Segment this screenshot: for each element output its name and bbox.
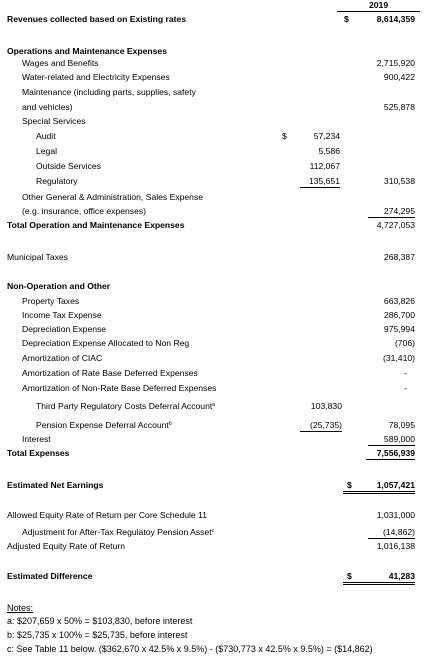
om-subtotal-rule <box>368 217 415 218</box>
adjusted-equity-label: Adjusted Equity Rate of Return <box>7 541 125 551</box>
maintenance-label-line1: Maintenance (including parts, supplies, safety <box>22 87 196 97</box>
depreciation-allocated-value: (706) <box>394 338 415 348</box>
rate-base-label: Amortization of Rate Base Deferred Expenses <box>22 368 198 378</box>
om-total-label: Total Operation and Maintenance Expenses <box>7 220 185 230</box>
depreciation-allocated-label: Depreciation Expense Allocated to Non Reg <box>22 338 190 348</box>
outside-services-label: Outside Services <box>36 161 101 171</box>
non-rate-base-label: Amortization of Non-Rate Base Deferred Expenses <box>22 383 217 393</box>
estimated-difference-label: Estimated Difference <box>7 571 93 581</box>
third-party-value: 103,830 <box>310 401 342 411</box>
pension-adjustment-label: Adjustment for After-Tax Regulatoy Pension Asset$^c$ <box>22 527 215 537</box>
municipal-taxes-value: 268,387 <box>383 252 415 262</box>
interest-rule <box>368 445 415 446</box>
om-total-value: 4,727,053 <box>376 220 415 230</box>
legal-value: 5,586 <box>318 146 340 156</box>
regulatory-value: 135,651 <box>308 176 340 186</box>
ciac-label: Amortization of CIAC <box>22 353 103 363</box>
net-earnings-label: Estimated Net Earnings <box>7 480 104 490</box>
third-party-label: Third Party Regulatory Costs Deferral Account$^a$ <box>36 401 216 411</box>
property-taxes-label: Property Taxes <box>22 296 80 306</box>
special-currency: $ <box>282 131 287 141</box>
wages-label: Wages and Benefits <box>22 58 99 68</box>
adjustment-rule <box>368 538 415 539</box>
water-value: 900,422 <box>383 72 415 82</box>
non-rate-base-value: - <box>404 383 407 393</box>
rate-base-value: - <box>404 368 407 378</box>
pension-adjustment-value: (14,862) <box>382 527 415 537</box>
note-b: b: $25,735 x 100% = $25,735, before interest <box>7 630 188 640</box>
net-earnings-rule-1 <box>343 491 415 492</box>
note-c: c: See Table 11 below. ($362,670 x 42.5% x 9.5%) - ($730,773 x 42.5% x 9.5%) = ($14,862) <box>7 644 373 654</box>
deferral-total-value: 78,095 <box>388 420 415 430</box>
allowed-equity-value: 1,031,000 <box>376 510 415 520</box>
water-label: Water-related and Electricity Expenses <box>22 72 170 82</box>
other-ga-label-line2: (e.g. insurance, office expenses) <box>22 206 147 216</box>
special-services-heading: Special Services <box>22 116 86 126</box>
header-rule <box>337 11 420 12</box>
audit-value: 57,234 <box>313 131 340 141</box>
maintenance-value: 525,878 <box>383 102 415 112</box>
depreciation-value: 975,994 <box>383 324 415 334</box>
pension-value: (25,735) <box>309 420 342 430</box>
other-ga-label-line1: Other General & Administration, Sales Expense <box>22 192 204 202</box>
audit-label: Audit <box>36 131 56 141</box>
nonop-heading: Non-Operation and Other <box>7 281 111 291</box>
note-a: a: $207,659 x 50% = $103,830, before interest <box>7 616 193 626</box>
total-expenses-value: 7,556,939 <box>376 448 415 458</box>
pension-label: Pension Expense Deferral Account$^b$ <box>36 420 172 430</box>
outside-services-value: 112,067 <box>309 161 340 171</box>
interest-label: Interest <box>22 434 51 444</box>
special-services-total: 310,538 <box>383 176 415 186</box>
year-header: 2019 <box>369 0 389 10</box>
wages-value: 2,715,920 <box>376 58 415 68</box>
net-earnings-value: 1,057,421 <box>376 480 415 490</box>
property-taxes-value: 663,826 <box>383 296 415 306</box>
income-tax-label: Income Tax Expense <box>22 310 102 320</box>
total-expenses-rule <box>366 459 415 460</box>
pension-underline <box>300 431 342 432</box>
om-heading: Operations and Maintenance Expenses <box>7 46 167 56</box>
interest-value: 589,000 <box>383 434 415 444</box>
revenues-value: 8,614,359 <box>376 14 415 24</box>
adjusted-equity-value: 1,016,138 <box>376 541 415 551</box>
notes-heading: Notes: <box>7 603 34 613</box>
maintenance-label-line2: and vehicles) <box>22 102 73 112</box>
municipal-taxes-label: Municipal Taxes <box>7 252 68 262</box>
depreciation-label: Depreciation Expense <box>22 324 107 334</box>
estimated-difference-value: 41,283 <box>388 571 415 581</box>
difference-rule-2 <box>343 584 415 585</box>
revenues-currency: $ <box>344 14 349 24</box>
difference-rule-1 <box>343 582 415 583</box>
revenues-label: Revenues collected based on Existing rates <box>7 14 187 24</box>
income-tax-value: 286,700 <box>383 310 415 320</box>
regulatory-label: Regulatory <box>36 176 78 186</box>
net-earnings-rule-2 <box>343 493 415 494</box>
allowed-equity-label: Allowed Equity Rate of Return per Core Schedule 11 <box>7 510 207 520</box>
net-earnings-currency: $ <box>347 480 352 490</box>
ciac-value: (31,410) <box>382 353 415 363</box>
regulatory-underline <box>300 187 340 188</box>
total-expenses-label: Total Expenses <box>7 448 70 458</box>
other-ga-value: 274,295 <box>383 206 415 216</box>
estimated-difference-currency: $ <box>347 571 352 581</box>
legal-label: Legal <box>36 146 58 156</box>
